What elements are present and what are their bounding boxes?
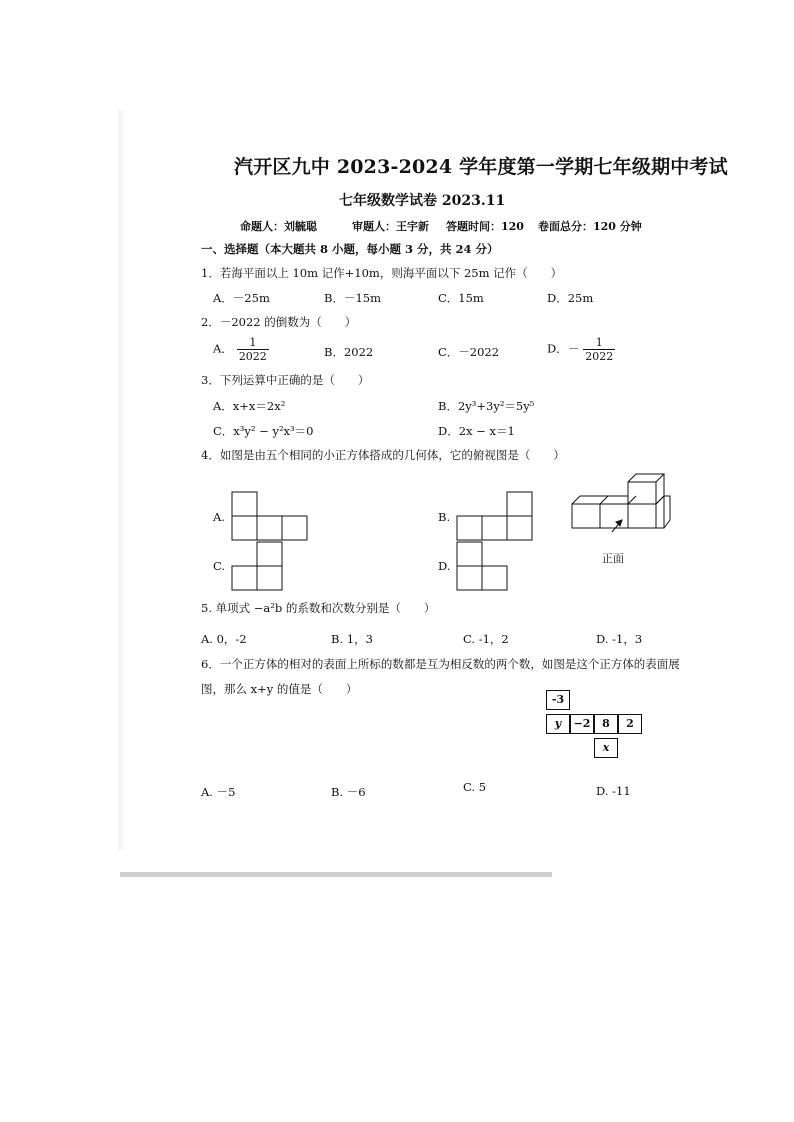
meta-author: 命题人：刘毓聪 [240,220,317,233]
q4-option-d-figure [455,540,511,592]
q2-d-fraction [583,336,615,363]
q1-option-b: B．－15m [324,291,381,305]
q2-a-label: A． [213,341,233,356]
q4-a-square [282,516,307,540]
cube-top [628,474,664,482]
q4-b-square [507,516,532,540]
q4-option-b-figure [455,490,535,542]
q4-label-c: C. [213,559,226,573]
question-1: 1．若海平面以上 10m 记作+10m，则海平面以下 25m 记作（ ） [201,266,563,280]
exam-subtitle: 七年级数学试卷 2023.11 [339,193,506,209]
question-2: 2．－2022 的倒数为（ ） [201,315,357,329]
q4-c-square [232,566,257,590]
q2-d-numerator: 1 [583,336,615,350]
q5-option-d: D. -1，3 [596,632,643,646]
q2-option-b: B．2022 [324,345,374,359]
q4-option-c-figure [230,540,286,592]
q3-option-b: B．2y³+3y²＝5y⁵ [438,399,535,413]
q4-c-square [257,542,282,566]
question-6-cont: 图，那么 x+y 的值是（ ） [201,682,358,696]
q3-option-a: A．x+x＝2x² [213,399,286,413]
q2-option-c: C．－2022 [438,345,500,359]
q1-option-c: C．15m [438,291,484,305]
q4-c-square [257,566,282,590]
q4-option-a-figure [230,490,310,542]
q5-option-c: C. -1，2 [463,632,509,646]
section-heading: 一、选择题（本大题共 8 小题，每小题 3 分，共 24 分） [201,242,499,256]
q6-option-a: A. －5 [201,785,236,799]
q4-a-square [232,516,257,540]
q6-option-c: C. 5 [463,780,487,794]
cube-top [572,496,628,504]
meta-reviewer: 审题人：王宇新 [352,220,429,233]
q4-a-square [257,516,282,540]
question-3: 3．下列运算中正确的是（ ） [201,373,370,387]
q1-option-d: D．25m [547,291,594,305]
q4-front-label: 正面 [602,552,624,565]
net-cell: y [546,714,570,734]
net-cell: 2 [618,714,642,734]
q2-a-numerator: 1 [237,336,269,350]
q5-option-b: B. 1，3 [331,632,373,646]
q6-option-d: D. -11 [596,784,631,798]
net-cell: −2 [570,714,594,734]
q4-solid-figure [570,470,678,542]
exam-title: 汽开区九中 2023-2024 学年度第一学期七年级期中考试 [234,156,728,178]
question-5: 5. 单项式 −a²b 的系数和次数分别是（ ） [201,601,436,615]
q4-label-d: D. [438,559,451,573]
q2-a-fraction [237,336,269,363]
meta-score: 卷面总分：120 分钟 [538,220,642,233]
net-cell: 8 [594,714,618,734]
question-4: 4．如图是由五个相同的小正方体搭成的几何体，它的俯视图是（ ） [201,448,565,462]
q2-option-d [547,336,615,363]
q4-a-square [232,492,257,516]
cube-edge [628,496,636,504]
cube-side [656,496,670,528]
q6-option-b: B. －6 [331,785,366,799]
net-cell: -3 [546,690,570,710]
q3-option-c: C．x³y² − y²x³＝0 [213,424,314,438]
q1-option-a: A．－25m [213,291,270,305]
q3-option-d: D．2x − x＝1 [438,424,515,438]
meta-time: 答题时间：120 [446,220,524,233]
q4-d-square [457,542,482,566]
q5-option-a: A. 0，-2 [201,632,247,646]
front-arrow-head [616,520,622,526]
cube-front [600,504,628,528]
question-6: 6．一个正方体的相对的表面上所标的数都是互为相反数的两个数，如图是这个正方体的表面展 [201,657,680,671]
cube-front [572,504,600,528]
cube-front [628,482,656,504]
q4-label-b: B. [438,510,451,524]
scan-divider [120,872,552,877]
q4-b-square [457,516,482,540]
q2-a-denominator: 2022 [238,350,267,363]
q4-label-a: A. [213,510,225,524]
q2-d-label: D．－ [547,341,580,356]
q2-option-a [213,336,269,363]
q4-d-square [482,566,507,590]
q4-d-square [457,566,482,590]
q4-b-square [507,492,532,516]
q2-d-denominator: 2022 [585,350,614,363]
scan-shadow [118,110,126,850]
cube-front [628,504,656,528]
cube-edge [600,496,608,504]
net-cell: x [594,738,618,758]
q4-b-square [482,516,507,540]
